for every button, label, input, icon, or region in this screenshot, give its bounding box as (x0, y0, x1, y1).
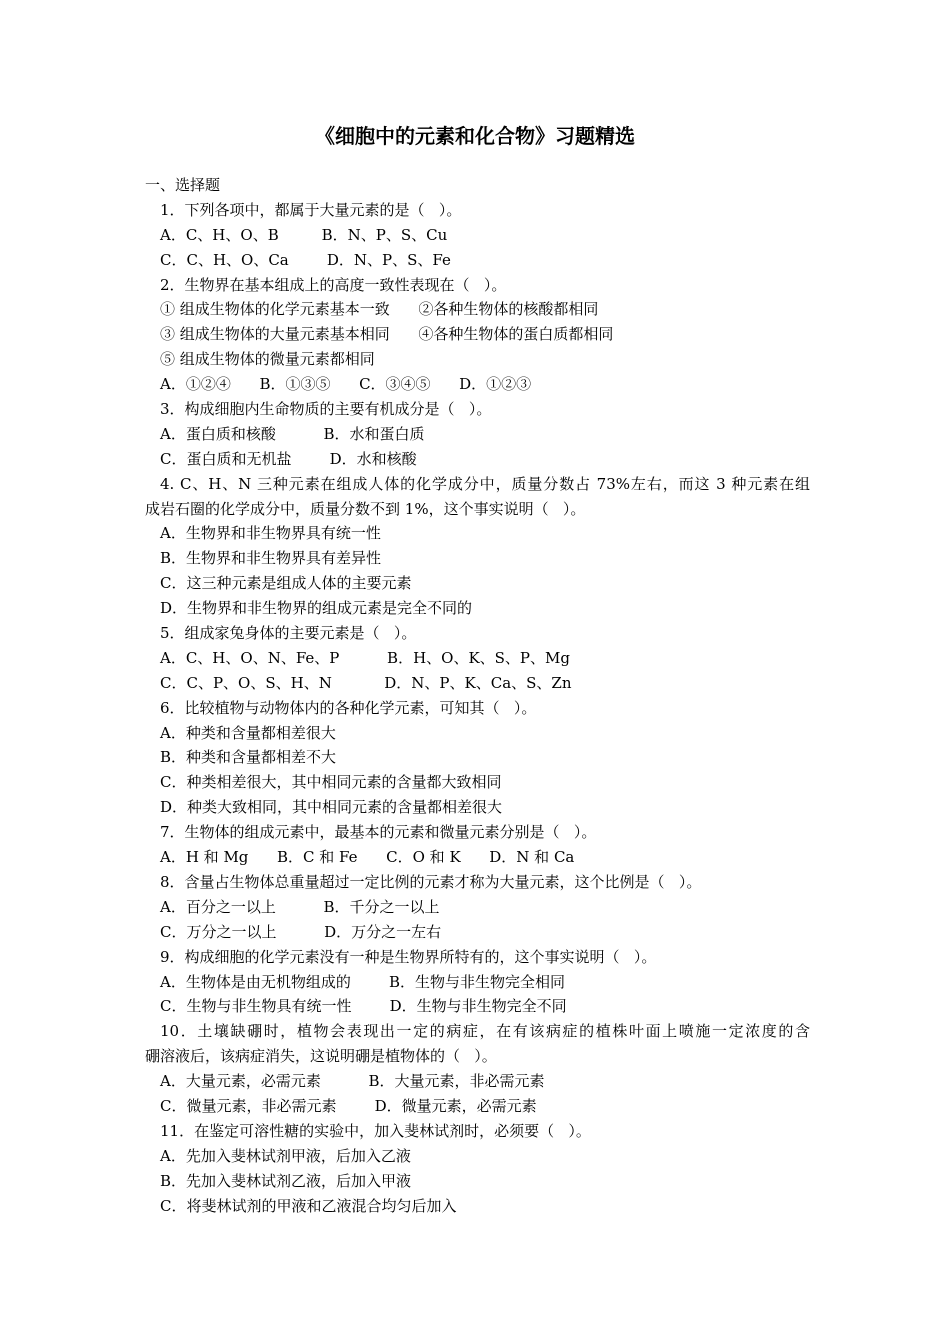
question-line: B．生物界和非生物界具有差异性 (160, 549, 382, 568)
question-line: 6．比较植物与动物体内的各种化学元素，可知其（ ）。 (160, 698, 537, 717)
section-heading: 一、选择题 (145, 176, 221, 194)
question-line: A．先加入斐林试剂甲液，后加入乙液 (160, 1146, 411, 1165)
question-line: A．C、H、O、B B．N、P、S、Cu (160, 225, 448, 244)
question-line: A．H 和 Mg B．C 和 Fe C．O 和 K D．N 和 Ca (160, 848, 575, 867)
question-line: 8．含量占生物体总重量超过一定比例的元素才称为大量元素，这个比例是（ ）。 (160, 872, 702, 891)
question-line: A．C、H、O、N、Fe、P B．H、O、K、S、P、Mg (160, 648, 570, 667)
question-line: A．生物体是由无机物组成的 B．生物与非生物完全相同 (160, 972, 566, 991)
question-line: A．生物界和非生物界具有统一性 (160, 524, 381, 543)
page-title: 《细胞中的元素和化合物》习题精选 (315, 124, 635, 148)
question-4-line-2: 成岩石圈的化学成分中，质量分数不到 1%，这个事实说明（ ）。 (145, 499, 586, 518)
question-line: ⑤ 组成生物体的微量元素都相同 (160, 350, 375, 369)
question-list (145, 173, 810, 1218)
question-line: A．蛋白质和核酸 B．水和蛋白质 (160, 424, 425, 443)
question-line: B．先加入斐林试剂乙液，后加入甲液 (160, 1171, 412, 1190)
question-line: B．种类和含量都相差不大 (160, 748, 337, 767)
question-line: C．万分之一以上 D．万分之一左右 (160, 922, 442, 941)
question-line: D．生物界和非生物界的组成元素是完全不同的 (160, 599, 473, 618)
question-line: A．大量元素，必需元素 B．大量元素，非必需元素 (160, 1072, 545, 1091)
question-line: C．微量元素，非必需元素 D．微量元素，必需元素 (160, 1096, 537, 1115)
question-line: A．百分之一以上 B．千分之一以上 (160, 897, 440, 916)
question-10-line-1: 10．土壤缺硼时，植物会表现出一定的病症，在有该病症的植株叶面上喷施一定浓度的含 (160, 1022, 810, 1041)
question-line: C．生物与非生物具有统一性 D．生物与非生物完全不同 (160, 997, 567, 1016)
question-line: C．将斐林试剂的甲液和乙液混合均匀后加入 (160, 1196, 457, 1215)
question-10-line-2: 硼溶液后，该病症消失，这说明硼是植物体的（ ）。 (145, 1047, 497, 1066)
question-line: 2．生物界在基本组成上的高度一致性表现在（ ）。 (160, 275, 507, 294)
question-line: C．种类相差很大，其中相同元素的含量都大致相同 (160, 773, 502, 792)
question-line: 5．组成家兔身体的主要元素是（ ）。 (160, 624, 417, 643)
question-line: C．这三种元素是组成人体的主要元素 (160, 574, 412, 593)
question-line: 11．在鉴定可溶性糖的实验中，加入斐林试剂时，必须要（ ）。 (160, 1121, 591, 1140)
question-line: 9．构成细胞的化学元素没有一种是生物界所特有的，这个事实说明（ ）。 (160, 947, 657, 966)
question-line: C．C、P、O、S、H、N D．N、P、K、Ca、S、Zn (160, 673, 572, 692)
question-line: 7．生物体的组成元素中，最基本的元素和微量元素分别是（ ）。 (160, 823, 597, 842)
question-line: C．C、H、O、Ca D．N、P、S、Fe (160, 250, 451, 269)
question-line: ① 组成生物体的化学元素基本一致 ②各种生物体的核酸都相同 (160, 300, 599, 319)
question-line: D．种类大致相同，其中相同元素的含量都相差很大 (160, 798, 503, 817)
question-line: A．种类和含量都相差很大 (160, 723, 336, 742)
question-line: 3．构成细胞内生命物质的主要有机成分是（ ）。 (160, 400, 492, 419)
question-line: A．①②④ B．①③⑤ C．③④⑤ D．①②③ (160, 375, 532, 394)
question-4-line-1: 4. C、H、N 三种元素在组成人体的化学成分中，质量分数占 73%左右，而这 3 种元素在组 (160, 474, 810, 493)
question-line: 1．下列各项中，都属于大量元素的是（ ）。 (160, 200, 462, 219)
question-line: ③ 组成生物体的大量元素基本相同 ④各种生物体的蛋白质都相同 (160, 325, 614, 344)
question-line: C．蛋白质和无机盐 D．水和核酸 (160, 449, 417, 468)
